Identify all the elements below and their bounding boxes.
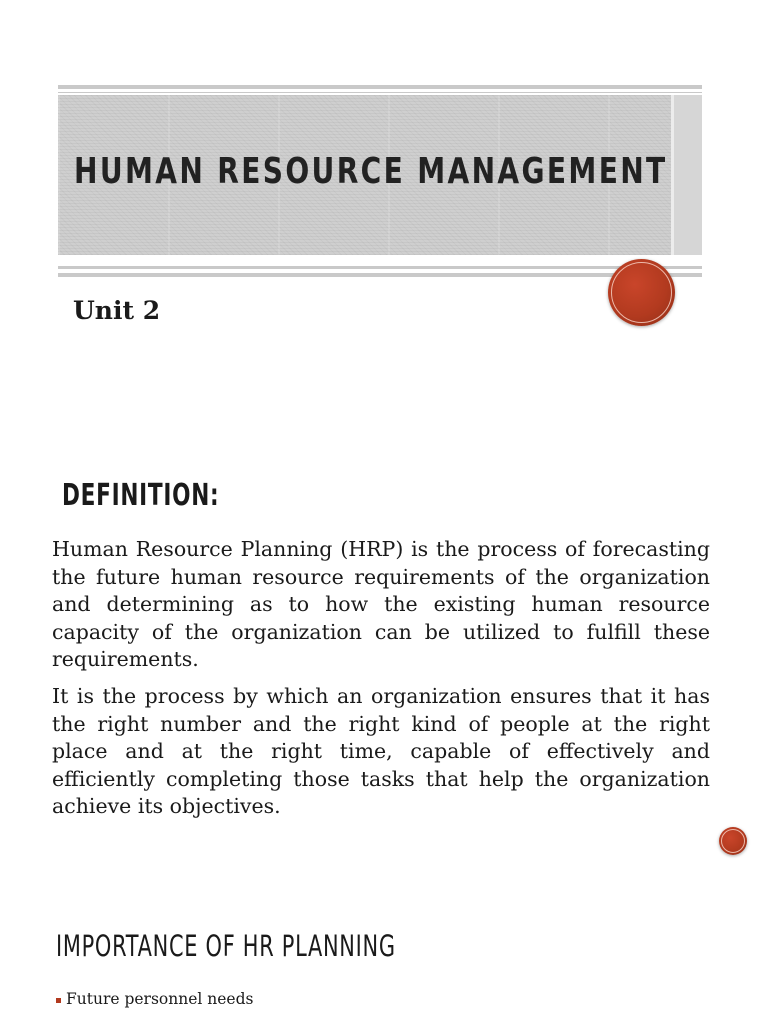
bullet-item <box>56 990 253 1008</box>
banner-bottom-rule-thin <box>58 266 702 269</box>
banner-top-rule <box>58 85 702 89</box>
bullet-text: Future personnel needs <box>66 990 254 1008</box>
title-banner <box>58 85 702 277</box>
banner-bottom-rule <box>58 273 702 277</box>
slide-title: HUMAN RESOURCE MANAGEMENT <box>74 151 668 192</box>
definition-paragraph: Human Resource Planning (HRP) is the process of forecasting the future human resource requirements of the organization and determining as to how the existing human resource capacity of the organization can be utilized to fulfill these requirements. <box>52 537 710 672</box>
red-circle-ornament-small <box>719 827 747 855</box>
definition-paragraph: It is the process by which an organization ensures that it has the right number and the right kind of people at the right place and at the right time, capable of effectively and efficiently completing those tasks that help the organization achieve its objectives. <box>52 684 710 819</box>
banner-top-rule-thin <box>58 92 702 93</box>
banner-edge <box>671 95 702 255</box>
importance-heading: IMPORTANCE OF HR PLANNING <box>56 929 396 963</box>
definition-heading: DEFINITION: <box>62 478 220 513</box>
slide-subtitle: Unit 2 <box>73 296 161 325</box>
bullet-square-icon <box>56 998 61 1003</box>
red-circle-ornament <box>608 259 675 326</box>
